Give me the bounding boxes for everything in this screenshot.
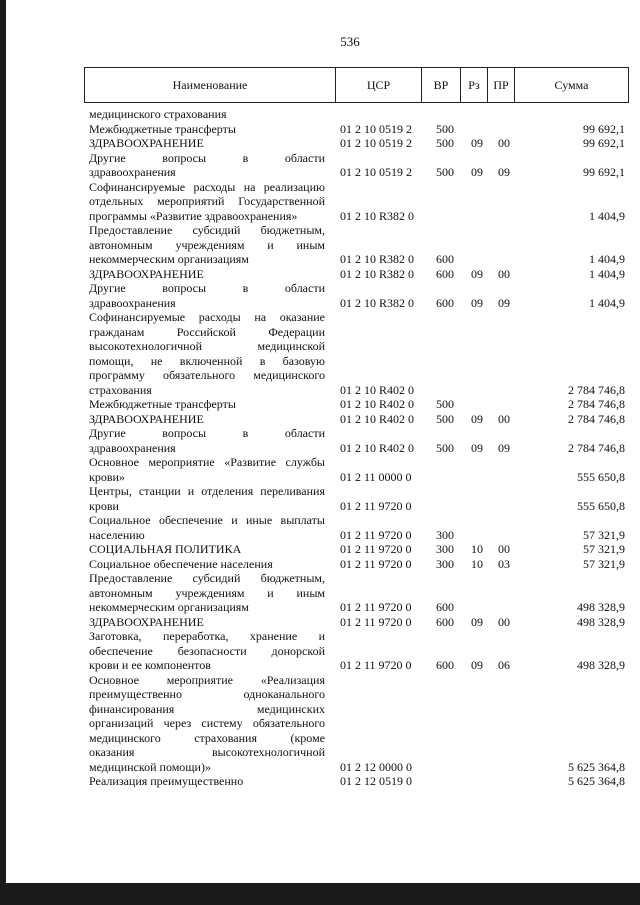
- row-name-line: Социальное обеспечение населения: [89, 556, 273, 571]
- table-row: [89, 673, 625, 775]
- row-name-line: ЗДРАВООХРАНЕНИЕ: [89, 266, 204, 281]
- row-name: [89, 629, 325, 673]
- table-row: [89, 557, 625, 572]
- row-csr: 01 2 10 0519 2: [340, 136, 412, 150]
- row-pr: 06: [498, 658, 510, 672]
- row-name: [89, 412, 325, 427]
- row-csr: 01 2 10 R402 0: [340, 382, 415, 397]
- row-name: [89, 122, 325, 137]
- row-name: [89, 513, 325, 542]
- row-vr: 300: [436, 527, 454, 542]
- page-number: 536: [340, 34, 360, 49]
- row-pr: 00: [498, 411, 510, 426]
- row-csr: 01 2 12 0000 0: [340, 759, 412, 774]
- row-sum: 99 692,1: [583, 121, 625, 136]
- row-name-line: обеспечение безопасности донорской: [89, 643, 325, 658]
- row-csr: 01 2 11 0000 0: [340, 469, 412, 484]
- row-csr: 01 2 10 R402 0: [340, 411, 415, 426]
- row-name-line: Другие вопросы в области: [89, 426, 325, 440]
- row-csr: 01 2 11 9720 0: [340, 614, 412, 629]
- row-name-line: гражданам Российской Федерации: [89, 324, 325, 339]
- row-name: [89, 281, 325, 310]
- row-name: [89, 267, 325, 282]
- row-vr: 500: [436, 411, 454, 426]
- row-sum: 1 404,9: [589, 208, 625, 223]
- row-name-line: отдельных мероприятий Государственной: [89, 194, 325, 208]
- table-row: [89, 629, 625, 673]
- row-rz: 09: [471, 440, 483, 455]
- table-row: [89, 542, 625, 557]
- row-name-line: крови: [89, 498, 119, 513]
- row-name-line: Социальное обеспечение и иные выплаты: [89, 513, 325, 527]
- row-sum: 2 784 746,8: [568, 440, 625, 455]
- row-vr: 500: [436, 397, 454, 411]
- row-csr: 01 2 10 R382 0: [340, 208, 415, 223]
- row-vr: 300: [436, 556, 454, 571]
- row-name-line: Межбюджетные трансферты: [89, 397, 236, 411]
- row-name-line: Основное мероприятие «Реализация: [89, 672, 325, 687]
- row-name-line: организаций через систему обязательного: [89, 716, 325, 730]
- table-row: [89, 122, 625, 137]
- row-vr: 600: [436, 252, 454, 266]
- row-name-line: помощи, не включенной в базовую: [89, 353, 325, 368]
- row-name-line: некоммерческим организациям: [89, 252, 249, 266]
- row-name-line: Основное мероприятие «Развитие службы: [89, 455, 325, 469]
- row-csr: 01 2 10 R382 0: [340, 295, 415, 310]
- row-csr: 01 2 10 R382 0: [340, 266, 415, 281]
- row-name-line: Предоставление субсидий бюджетным,: [89, 223, 325, 237]
- table-row: [89, 397, 625, 412]
- row-name-line: финансирования медицинских: [89, 701, 325, 716]
- row-sum: 555 650,8: [577, 498, 625, 513]
- row-name: [89, 426, 325, 455]
- row-csr: 01 2 11 9720 0: [340, 542, 412, 556]
- row-rz: 09: [471, 614, 483, 629]
- row-name: [89, 571, 325, 615]
- row-sum: 1 404,9: [589, 252, 625, 266]
- row-name-line: Центры, станции и отделения переливания: [89, 484, 325, 498]
- row-sum: 498 328,9: [577, 600, 625, 614]
- table-row: [89, 136, 625, 151]
- row-csr: 01 2 10 R402 0: [340, 440, 415, 455]
- row-rz: 09: [471, 295, 483, 310]
- row-csr: 01 2 12 0519 0: [340, 774, 412, 788]
- row-name-line: населению: [89, 527, 145, 542]
- table-row: [89, 310, 625, 397]
- row-pr: 09: [498, 295, 510, 310]
- row-name-line: Реализация преимущественно: [89, 774, 244, 788]
- row-vr: 600: [436, 295, 454, 310]
- scan-left-edge: [0, 0, 6, 905]
- table-row: [89, 513, 625, 542]
- row-name: [89, 180, 325, 224]
- row-csr: 01 2 11 9720 0: [340, 658, 412, 672]
- table-row: [89, 281, 625, 310]
- row-name-line: страхования: [89, 382, 152, 397]
- row-sum: 1 404,9: [589, 295, 625, 310]
- row-csr: 01 2 10 0519 2: [340, 121, 412, 136]
- scan-bottom-edge: [0, 883, 640, 905]
- header-rz: Рз: [461, 68, 488, 102]
- row-name-line: программу обязательного медицинского: [89, 368, 325, 382]
- row-sum: 57 321,9: [583, 542, 625, 556]
- row-vr: 600: [436, 658, 454, 672]
- row-sum: 1 404,9: [589, 266, 625, 281]
- row-name-line: автономным учреждениям и иным: [89, 237, 325, 252]
- row-name: [89, 542, 325, 557]
- row-name-line: ЗДРАВООХРАНЕНИЕ: [89, 411, 204, 426]
- row-name: [89, 673, 325, 775]
- row-rz: 10: [471, 542, 483, 556]
- row-name-line: программы «Развитие здравоохранения»: [89, 208, 298, 223]
- row-sum: 5 625 364,8: [568, 774, 625, 788]
- row-name: [89, 774, 325, 789]
- row-name-line: крови»: [89, 469, 125, 484]
- row-name-line: крови и ее компонентов: [89, 658, 211, 672]
- row-vr: 500: [436, 121, 454, 136]
- row-sum: 2 784 746,8: [568, 411, 625, 426]
- row-rz: 10: [471, 556, 483, 571]
- row-vr: 500: [436, 440, 454, 455]
- table-row: [89, 426, 625, 455]
- table-row: [89, 571, 625, 615]
- row-name-line: здравоохранения: [89, 295, 176, 310]
- row-name-line: Межбюджетные трансферты: [89, 121, 236, 136]
- row-name: [89, 455, 325, 484]
- row-csr: 01 2 11 9720 0: [340, 527, 412, 542]
- row-name-line: медицинского страхования: [89, 107, 227, 121]
- row-sum: 99 692,1: [583, 136, 625, 150]
- row-sum: 555 650,8: [577, 469, 625, 484]
- row-vr: 600: [436, 600, 454, 614]
- row-sum: 498 328,9: [577, 614, 625, 629]
- table-row: [89, 107, 625, 122]
- row-name-line: медицинской помощи)»: [89, 759, 211, 774]
- row-name: [89, 310, 325, 397]
- row-vr: 600: [436, 614, 454, 629]
- row-name: [89, 136, 325, 151]
- row-name: [89, 223, 325, 267]
- row-name: [89, 557, 325, 572]
- row-name: [89, 615, 325, 630]
- row-name-line: высокотехнологичной медицинской: [89, 339, 325, 353]
- row-pr: 00: [498, 542, 510, 556]
- row-pr: 00: [498, 614, 510, 629]
- row-name-line: ЗДРАВООХРАНЕНИЕ: [89, 614, 204, 629]
- row-csr: 01 2 10 R402 0: [340, 397, 415, 411]
- header-pr: ПР: [488, 68, 515, 102]
- row-name-line: автономным учреждениям и иным: [89, 585, 325, 600]
- row-vr: 500: [436, 136, 454, 150]
- row-name-line: некоммерческим организациям: [89, 600, 249, 614]
- row-name: [89, 151, 325, 180]
- row-csr: 01 2 11 9720 0: [340, 600, 412, 614]
- row-rz: 09: [471, 136, 483, 150]
- row-csr: 01 2 10 0519 2: [340, 165, 412, 179]
- table-row: [89, 151, 625, 180]
- row-rz: 09: [471, 658, 483, 672]
- row-sum: 57 321,9: [583, 556, 625, 571]
- row-name-line: здравоохранения: [89, 165, 176, 179]
- row-pr: 00: [498, 266, 510, 281]
- row-name-line: оказания высокотехнологичной: [89, 745, 325, 759]
- row-csr: 01 2 11 9720 0: [340, 556, 412, 571]
- row-name-line: Заготовка, переработка, хранение и: [89, 629, 325, 643]
- row-name-line: Другие вопросы в области: [89, 281, 325, 295]
- header-sum: Сумма: [554, 77, 589, 92]
- row-name: [89, 484, 325, 513]
- row-rz: 09: [471, 411, 483, 426]
- row-sum: 2 784 746,8: [568, 382, 625, 397]
- row-name-line: здравоохранения: [89, 440, 176, 455]
- table-row: [89, 615, 625, 630]
- table-header: [84, 67, 629, 103]
- row-pr: 03: [498, 556, 510, 571]
- table-row: [89, 223, 625, 267]
- row-vr: 300: [436, 542, 454, 556]
- row-sum: 2 784 746,8: [568, 397, 625, 411]
- row-rz: 09: [471, 266, 483, 281]
- row-name: [89, 107, 325, 122]
- table-row: [89, 484, 625, 513]
- table-body: [89, 107, 625, 789]
- header-vr: ВР: [422, 68, 461, 102]
- row-csr: 01 2 10 R382 0: [340, 252, 415, 266]
- row-pr: 09: [498, 165, 510, 179]
- row-name-line: Софинансируемые расходы на реализацию: [89, 179, 325, 194]
- header-csr: ЦСР: [336, 68, 422, 102]
- row-pr: 00: [498, 136, 510, 150]
- row-name: [89, 397, 325, 412]
- row-rz: 09: [471, 165, 483, 179]
- row-sum: 99 692,1: [583, 165, 625, 179]
- row-name-line: Предоставление субсидий бюджетным,: [89, 571, 325, 585]
- row-name-line: медицинского страхования (кроме: [89, 730, 325, 745]
- row-name-line: ЗДРАВООХРАНЕНИЕ: [89, 136, 204, 150]
- table-row: [89, 774, 625, 789]
- table-row: [89, 412, 625, 427]
- row-sum: 5 625 364,8: [568, 759, 625, 774]
- row-name-line: Софинансируемые расходы на оказание: [89, 310, 325, 324]
- table-row: [89, 455, 625, 484]
- row-name-line: Другие вопросы в области: [89, 150, 325, 165]
- table-row: [89, 180, 625, 224]
- row-name-line: СОЦИАЛЬНАЯ ПОЛИТИКА: [89, 542, 242, 556]
- table-row: [89, 267, 625, 282]
- row-name-line: преимущественно одноканального: [89, 687, 325, 701]
- row-vr: 600: [436, 266, 454, 281]
- row-vr: 500: [436, 165, 454, 179]
- row-sum: 498 328,9: [577, 658, 625, 672]
- header-name: Наименование: [85, 68, 336, 102]
- row-sum: 57 321,9: [583, 527, 625, 542]
- row-pr: 09: [498, 440, 510, 455]
- row-csr: 01 2 11 9720 0: [340, 498, 412, 513]
